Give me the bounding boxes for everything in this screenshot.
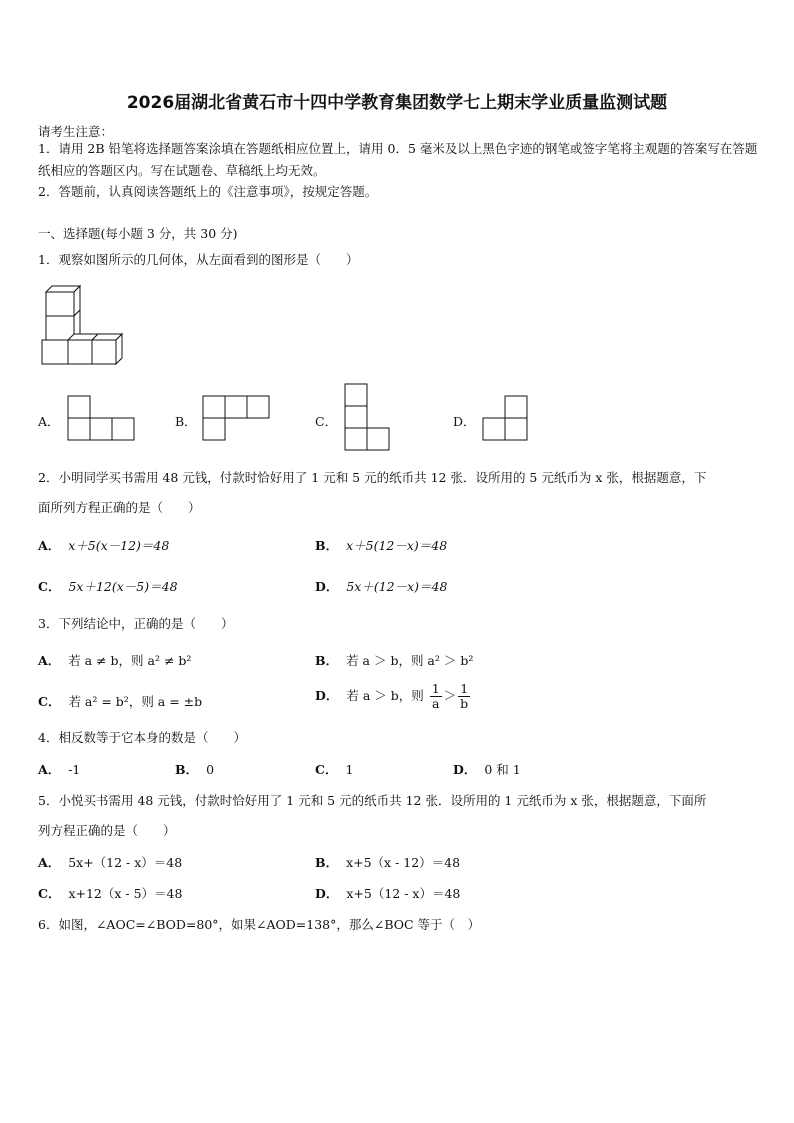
question-5-text-line-2: 列方程正确的是（ ） <box>38 823 176 838</box>
question-1-option-d-figure <box>483 396 531 442</box>
question-1-option-c-label: C． <box>315 414 338 429</box>
question-1-solid-figure <box>38 284 130 366</box>
question-2-option-c: C． 5x＋12(x－5)＝48 <box>38 579 178 594</box>
question-3-option-d: D． 若 a ＞ b，则 $\frac{1}{a}$ ＞ $\frac{1}{b}$ <box>315 681 469 711</box>
notice-item-1: 1．请用 2B 铅笔将选择题答案涂填在答题纸相应位置上，请用 0．5 毫米及以上黑色字迹的钢笔或签字笔将主观题的答案写在答题纸相应的答题区内。写在试题卷、草稿纸上均无效。 <box>38 141 758 178</box>
question-6-text: 6．如图，∠AOC=∠BOD=80°，如果∠AOD=138°，那么∠BOC 等于（ ） <box>38 917 481 932</box>
question-2-option-a: A． x＋5(x－12)＝48 <box>38 538 170 553</box>
question-1-text: 1．观察如图所示的几何体，从左面看到的图形是（ ） <box>38 252 359 267</box>
notice-heading: 请考生注意： <box>38 124 114 139</box>
question-4-option-d: D． 0 和 1 <box>453 762 521 777</box>
question-5-option-a: A． 5x+（12 - x）＝48 <box>38 855 183 870</box>
question-3-option-c: C． 若 a² = b²，则 a = ±b <box>38 694 203 709</box>
question-2-option-b: B． x＋5(12－x)＝48 <box>315 538 448 553</box>
fraction-1-over-a: $\frac{1}{a}$ <box>431 681 440 711</box>
question-1-option-a-label: A． <box>38 414 60 429</box>
question-1-option-a-figure <box>68 396 138 442</box>
question-1-option-d-label: D． <box>453 414 476 429</box>
page-title: 2026届湖北省黄石市十四中学教育集团数学七上期末学业质量监测试题 <box>126 93 668 113</box>
question-5-text-line-1: 5．小悦买书需用 48 元钱，付款时恰好用了 1 元和 5 元的纸币共 12 张．设所用的 1 元纸币为 x 张，根据题意，下面所 <box>38 793 707 808</box>
question-3-option-a: A． 若 a ≠ b，则 a² ≠ b² <box>38 653 192 668</box>
notice-item-2: 2．答题前，认真阅读答题纸上的《注意事项》，按规定答题。 <box>38 184 378 199</box>
question-1-option-b-figure <box>203 396 273 442</box>
question-5-option-d: D． x+5（12 - x）＝48 <box>315 886 461 901</box>
question-5-option-c: C． x+12（x - 5）＝48 <box>38 886 183 901</box>
question-4-option-b: B． 0 <box>175 762 215 777</box>
question-1-option-b-label: B． <box>175 414 197 429</box>
section-heading-choice: 一、选择题(每小题 3 分，共 30 分) <box>38 226 238 241</box>
question-3-option-b: B． 若 a ＞ b，则 a² ＞ b² <box>315 653 474 668</box>
question-4-text: 4．相反数等于它本身的数是（ ） <box>38 730 246 745</box>
question-2-text-line-2: 面所列方程正确的是（ ） <box>38 500 201 515</box>
fraction-1-over-b: $\frac{1}{b}$ <box>460 681 469 711</box>
question-5-option-b: B． x+5（x - 12）＝48 <box>315 855 461 870</box>
question-2-text-line-1: 2．小明同学买书需用 48 元钱，付款时恰好用了 1 元和 5 元的纸币共 12 张．设所用的 5 元纸币为 x 张，根据题意，下 <box>38 470 707 485</box>
question-3-text: 3．下列结论中，正确的是（ ） <box>38 616 234 631</box>
question-4-option-c: C． 1 <box>315 762 354 777</box>
question-2-option-d: D． 5x＋(12－x)＝48 <box>315 579 448 594</box>
question-4-option-a: A． -1 <box>38 762 81 777</box>
question-1-option-c-figure <box>345 384 393 454</box>
